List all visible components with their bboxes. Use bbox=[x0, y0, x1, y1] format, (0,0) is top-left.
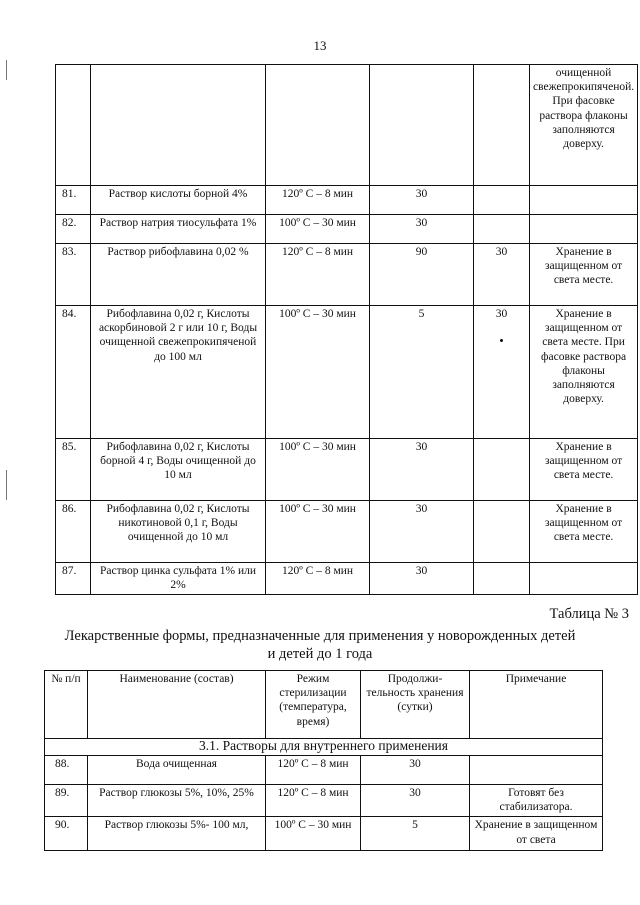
row-number: 81. bbox=[56, 186, 91, 215]
table-continued bbox=[55, 64, 638, 595]
note-cell: очищенной свежепрокипяченой. При фасовке раствора флаконы заполняются доверху. bbox=[530, 65, 638, 186]
name-cell: Раствор кислоты борной 4% bbox=[91, 186, 266, 215]
storage-cell: 5 bbox=[370, 306, 474, 439]
name-cell: Вода очищенная bbox=[88, 756, 266, 785]
scan-dot bbox=[500, 339, 503, 342]
row-number: 89. bbox=[45, 785, 88, 817]
note-cell: Хранение в защищенном от света месте. bbox=[530, 244, 638, 306]
header-storage: Продолжи-тельность хранения (сутки) bbox=[361, 671, 470, 739]
table-row bbox=[56, 244, 638, 306]
mode-cell: 100º С – 30 мин bbox=[266, 817, 361, 851]
table-row bbox=[56, 439, 638, 501]
row-number: 90. bbox=[45, 817, 88, 851]
storage-cell: 30 bbox=[361, 756, 470, 785]
storage-cell: 5 bbox=[361, 817, 470, 851]
table-row bbox=[45, 817, 603, 851]
row-number: 87. bbox=[56, 563, 91, 595]
header-num: № п/п bbox=[45, 671, 88, 739]
storage-cell: 30 bbox=[370, 186, 474, 215]
table-row bbox=[45, 756, 603, 785]
name-cell: Раствор глюкозы 5%- 100 мл, bbox=[88, 817, 266, 851]
storage2-cell: 30 bbox=[474, 306, 530, 439]
header-name: Наименование (состав) bbox=[88, 671, 266, 739]
row-number: 86. bbox=[56, 501, 91, 563]
table-title: Лекарственные формы, предназначенные для применения у новорожденных детей bbox=[64, 628, 576, 644]
table-row bbox=[45, 785, 603, 817]
name-cell: Рибофлавина 0,02 г, Кислоты аскорбиновой 2 г или 10 г, Воды очищенной свежепрокипяченой до 100 мл bbox=[91, 306, 266, 439]
name-cell: Рибофлавина 0,02 г, Кислоты борной 4 г, Воды очищенной до 10 мл bbox=[91, 439, 266, 501]
table-row bbox=[56, 186, 638, 215]
table-row bbox=[56, 65, 638, 186]
note-cell: Хранение в защищенном от света месте. При фасовке раствора флаконы заполняются доверху. bbox=[530, 306, 638, 439]
name-cell: Раствор глюкозы 5%, 10%, 25% bbox=[88, 785, 266, 817]
storage-cell: 90 bbox=[370, 244, 474, 306]
note-cell bbox=[530, 186, 638, 215]
row-number: 82. bbox=[56, 215, 91, 244]
storage2-cell bbox=[474, 215, 530, 244]
mode-cell: 120º С – 8 мин bbox=[266, 756, 361, 785]
note-cell bbox=[530, 563, 638, 595]
table-row bbox=[56, 501, 638, 563]
note-cell: Хранение в защищенном от света bbox=[470, 817, 603, 851]
note-cell bbox=[470, 756, 603, 785]
storage-cell: 30 bbox=[370, 215, 474, 244]
table-label: Таблица № 3 bbox=[549, 606, 629, 622]
section-heading: 3.1. Растворы для внутреннего применения bbox=[45, 739, 603, 756]
note-cell: Хранение в защищенном от света месте. bbox=[530, 439, 638, 501]
name-cell: Раствор рибофлавина 0,02 % bbox=[91, 244, 266, 306]
name-cell: Раствор цинка сульфата 1% или 2% bbox=[91, 563, 266, 595]
note-cell bbox=[530, 215, 638, 244]
table-3 bbox=[44, 670, 603, 851]
table-row bbox=[56, 215, 638, 244]
storage2-cell bbox=[474, 186, 530, 215]
storage-cell: 30 bbox=[370, 439, 474, 501]
table-title-line2: и детей до 1 года bbox=[267, 646, 373, 662]
scan-edge-line bbox=[6, 60, 7, 80]
row-number: 84. bbox=[56, 306, 91, 439]
row-number: 85. bbox=[56, 439, 91, 501]
header-note: Примечание bbox=[470, 671, 603, 739]
mode-cell: 120º С – 8 мин bbox=[266, 186, 370, 215]
note-cell: Готовят без стабилизатора. bbox=[470, 785, 603, 817]
section-row bbox=[45, 739, 603, 756]
storage2-cell bbox=[474, 563, 530, 595]
mode-cell: 120º С – 8 мин bbox=[266, 785, 361, 817]
storage2-cell bbox=[474, 501, 530, 563]
storage2-cell bbox=[474, 439, 530, 501]
storage-cell: 30 bbox=[361, 785, 470, 817]
mode-cell: 100º С – 30 мин bbox=[266, 215, 370, 244]
header-mode: Режим стерилизации (температура, время) bbox=[266, 671, 361, 739]
storage2-cell: 30 bbox=[474, 244, 530, 306]
table-row bbox=[56, 306, 638, 439]
row-number: 88. bbox=[45, 756, 88, 785]
table-header-row bbox=[45, 671, 603, 739]
mode-cell: 100º С – 30 мин bbox=[266, 501, 370, 563]
storage-cell: 30 bbox=[370, 563, 474, 595]
mode-cell: 100º С – 30 мин bbox=[266, 306, 370, 439]
scan-edge-line bbox=[6, 470, 7, 500]
note-cell: Хранение в защищенном от света месте. bbox=[530, 501, 638, 563]
name-cell: Рибофлавина 0,02 г, Кислоты никотиновой 0,1 г, Воды очищенной до 10 мл bbox=[91, 501, 266, 563]
mode-cell: 120º С – 8 мин bbox=[266, 563, 370, 595]
row-number: 83. bbox=[56, 244, 91, 306]
mode-cell: 100º С – 30 мин bbox=[266, 439, 370, 501]
table-row bbox=[56, 563, 638, 595]
mode-cell: 120º С – 8 мин bbox=[266, 244, 370, 306]
name-cell: Раствор натрия тиосульфата 1% bbox=[91, 215, 266, 244]
storage-cell: 30 bbox=[370, 501, 474, 563]
page-number: 13 bbox=[313, 38, 327, 53]
